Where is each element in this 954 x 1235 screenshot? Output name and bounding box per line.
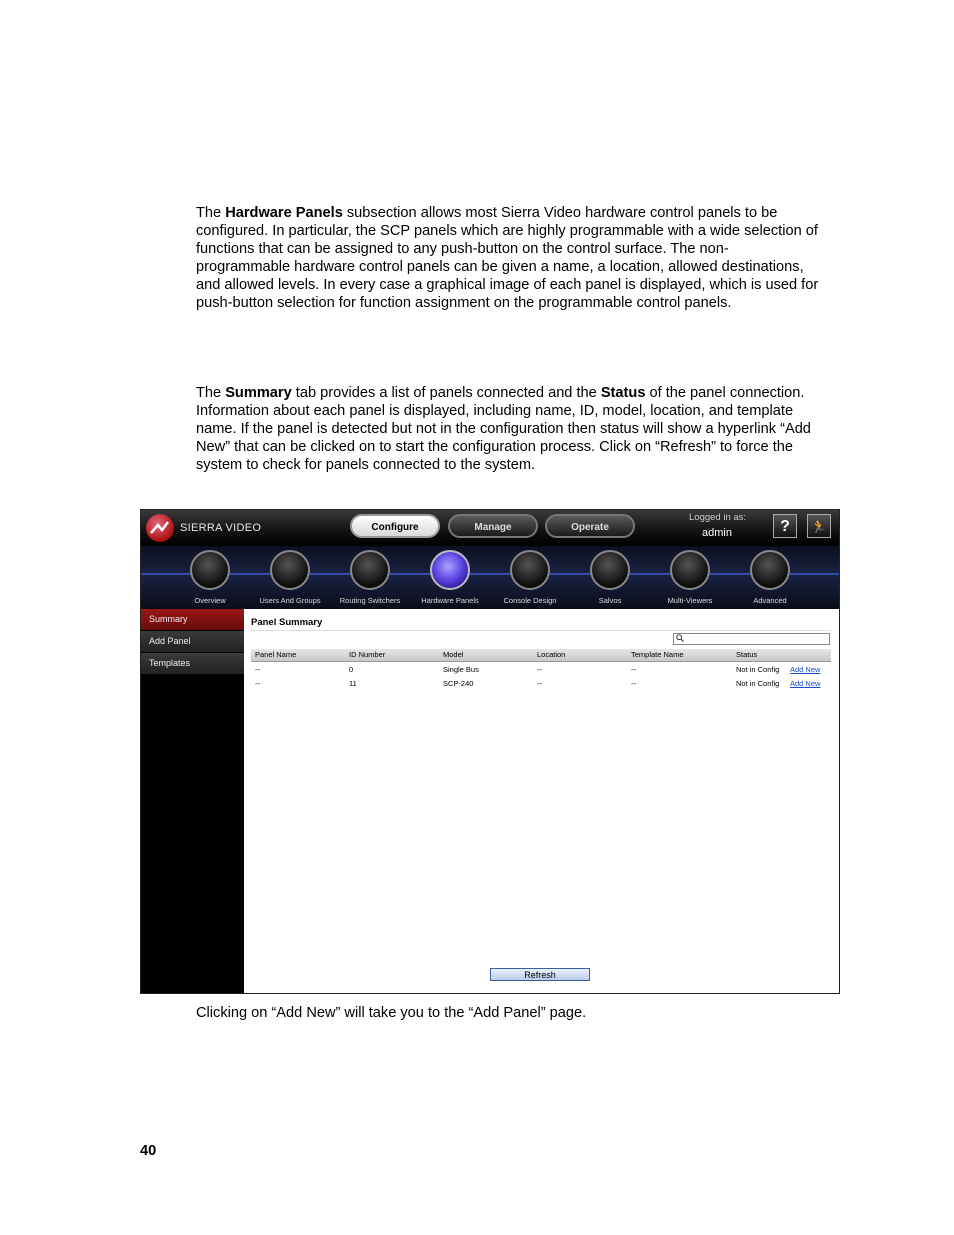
cell-location: --: [537, 679, 542, 688]
main-nav: [141, 546, 840, 609]
nav-multi-viewers[interactable]: [650, 546, 730, 609]
main-content: [244, 609, 839, 993]
logged-in-label: Logged in as:: [689, 512, 747, 523]
cell-template-name: --: [631, 679, 636, 688]
nav-label: Console Design: [503, 596, 557, 605]
nav-label: Users And Groups: [259, 596, 321, 605]
column-header[interactable]: Model: [443, 650, 464, 659]
nav-advanced[interactable]: [730, 546, 810, 609]
nav-label: Overview: [194, 596, 226, 605]
manage-button[interactable]: Manage: [448, 514, 538, 538]
column-header[interactable]: Status: [736, 650, 758, 659]
sierra-logo-icon: [146, 514, 174, 542]
sidebar-item-templates[interactable]: Templates: [141, 653, 244, 674]
nav-label: Hardware Panels: [421, 596, 479, 605]
cell-panel-name: --: [255, 665, 260, 674]
cell-id-number: 0: [349, 665, 354, 674]
nav-salvos[interactable]: [570, 546, 650, 609]
p1-text-a: The: [196, 205, 226, 221]
search-icon: [676, 634, 684, 642]
page-title: Panel Summary: [251, 617, 323, 628]
nav-users-and-groups[interactable]: [250, 546, 330, 609]
column-header[interactable]: ID Number: [349, 650, 386, 659]
nav-label: Routing Switchers: [339, 596, 401, 605]
configure-button[interactable]: Configure: [350, 514, 440, 538]
add-new-link[interactable]: Add New: [790, 679, 821, 688]
nav-label: Salvos: [598, 596, 622, 605]
users-icon: [270, 550, 310, 590]
table-header: [251, 649, 831, 662]
summary-paragraph: [196, 384, 820, 474]
hardware-panels-paragraph: [196, 204, 820, 312]
sidebar: [141, 609, 244, 994]
p2-text-a: The: [196, 385, 226, 401]
help-icon[interactable]: ?: [773, 514, 797, 538]
advanced-icon: [750, 550, 790, 590]
cell-model: Single Bus: [443, 665, 479, 674]
nav-overview[interactable]: [170, 546, 250, 609]
logged-in-user: admin: [702, 527, 732, 539]
p1-bold-hardware-panels: Hardware Panels: [225, 205, 343, 221]
cell-status: Not in Config: [736, 679, 780, 688]
cell-template-name: --: [631, 665, 636, 674]
routing-icon: [350, 550, 390, 590]
salvos-icon: [590, 550, 630, 590]
add-new-note: Clicking on “Add New” will take you to the “Add Panel” page.: [196, 1005, 587, 1021]
app-screenshot: [140, 509, 840, 994]
nav-console-design[interactable]: [490, 546, 570, 609]
table-row: [251, 676, 831, 690]
p2-bold-status: Status: [600, 385, 646, 401]
overview-icon: [190, 550, 230, 590]
page-number: 40: [140, 1143, 157, 1159]
cell-model: SCP-240: [443, 679, 474, 688]
panel-table: [251, 649, 831, 690]
p1-text-c: subsection allows most Sierra Video hardware control panels to be configured. In particular, the SCP panels which are highly programmable with a wide selection of functions that can be assigned to any push-button on the control surface. The non-programmable hardware control panels can be given a name, a location, allowed destinations, and allowed levels. In every case a graphical image of each panel is displayed, which is used for push-button selection for function assignment on the programmable control panels.: [196, 205, 819, 311]
operate-button[interactable]: Operate: [545, 514, 635, 538]
p2-bold-summary: Summary: [225, 385, 292, 401]
add-new-link[interactable]: Add New: [790, 665, 821, 674]
nav-hardware-panels[interactable]: [410, 546, 490, 609]
top-bar: [141, 510, 840, 546]
cell-status: Not in Config: [736, 665, 780, 674]
logout-icon[interactable]: 🏃: [807, 514, 831, 538]
p2-text-c: tab provides a list of panels connected and the: [291, 385, 601, 401]
table-row: [251, 662, 831, 676]
cell-id-number: 11: [349, 679, 357, 688]
brand-name: SIERRA VIDEO: [180, 522, 262, 534]
sidebar-item-summary[interactable]: Summary: [141, 609, 244, 630]
nav-label: Multi-Viewers: [667, 596, 713, 605]
column-header[interactable]: Location: [537, 650, 566, 659]
cell-location: --: [537, 665, 542, 674]
p2-text-d: of the panel connection. Information about each panel is displayed, including name, ID, model, location, and template name. If the panel is detected but not in the configuration then status will show a hyperlink “Add New” that can be clicked on to start the configuration process. Click on “Refresh” to force the system to check for panels connected to the system.: [196, 385, 811, 473]
cell-panel-name: --: [255, 679, 260, 688]
nav-label: Advanced: [753, 596, 787, 605]
column-header[interactable]: Panel Name: [255, 650, 297, 659]
sidebar-item-add-panel[interactable]: Add Panel: [141, 631, 244, 652]
hardware-panels-icon: [430, 550, 470, 590]
multi-viewers-icon: [670, 550, 710, 590]
title-divider: [251, 630, 831, 631]
nav-routing-switchers[interactable]: [330, 546, 410, 609]
column-header[interactable]: Template Name: [631, 650, 684, 659]
console-icon: [510, 550, 550, 590]
refresh-button[interactable]: Refresh: [490, 968, 590, 981]
search-input[interactable]: [673, 633, 830, 645]
